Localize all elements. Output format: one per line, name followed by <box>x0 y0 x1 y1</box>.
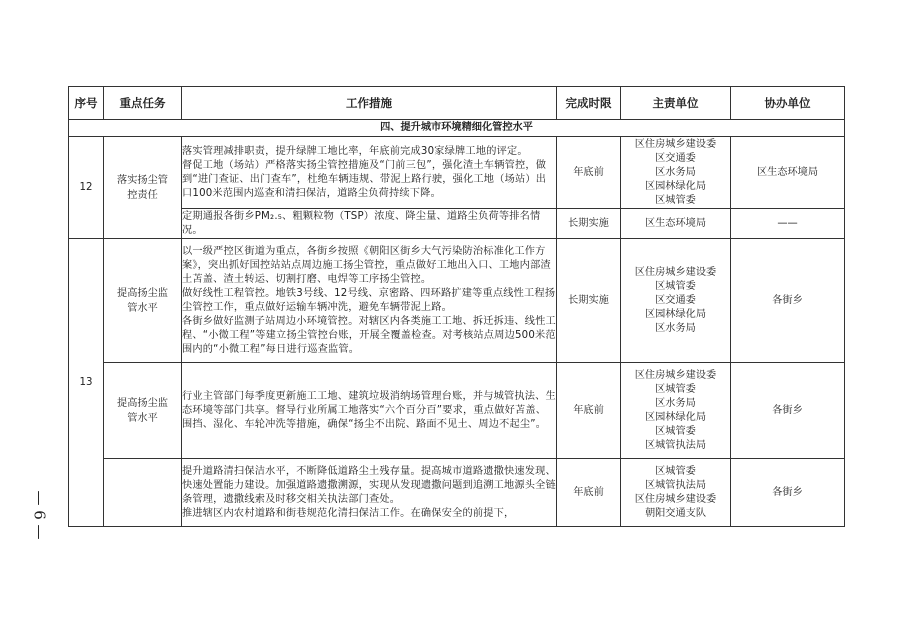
assist-unit-cell: 各街乡 <box>731 459 845 527</box>
header-seq: 序号 <box>69 87 104 120</box>
measure-text: 提升道路清扫保洁水平，不断降低道路尘土残存量。提高城市道路遗撒快速发现、快速处置能力建设。加强道路遗撒溯源，实现从发现遗撒问题到追溯工地源头全链条管理，遗撒线索及时移交相关执法部门查处。 <box>182 465 556 505</box>
deadline-cell: 年底前 <box>557 459 621 527</box>
page-number <box>30 475 50 555</box>
deadline-cell: 长期实施 <box>557 209 621 239</box>
header-assist-unit: 协办单位 <box>731 87 845 120</box>
measure-text: 定期通报各街乡PM₂.₅、粗颗粒物（TSP）浓度、降尘量、道路尘负荷等排名情况。 <box>182 210 541 236</box>
lead-unit: 区城管委 <box>655 465 696 477</box>
lead-unit-cell <box>621 363 731 459</box>
deadline-cell: 年底前 <box>557 137 621 209</box>
lead-unit: 区城管委 <box>655 383 696 395</box>
lead-unit: 区生态环境局 <box>644 217 707 229</box>
lead-unit: 区交通委 <box>655 294 696 306</box>
table-row <box>69 209 845 239</box>
lead-unit-cell <box>621 137 731 209</box>
header-deadline: 完成时限 <box>557 87 621 120</box>
task-cell <box>104 363 182 459</box>
header-measures: 工作措施 <box>182 87 557 120</box>
table-row <box>69 239 845 363</box>
task-text: 提高扬尘监管水平 <box>117 287 168 314</box>
task-table <box>68 86 845 527</box>
measure-text: 做好线性工程管控。地铁3号线、12号线、京密路、四环路扩建等重点线性工程扬尘管控工作，重点做好运输车辆冲洗，避免车辆带泥上路。 <box>182 287 556 313</box>
measure-text: 各街乡做好监测子站周边小环境管控。对辖区内各类施工工地、拆迁拆违、线性工程、“小微工程”等建立扬尘管控台账，开展全覆盖检查。对考核站点周边500米范围内的“小微工程”每日进行巡查监管。 <box>182 315 556 355</box>
seq-cell: 13 <box>69 239 104 527</box>
measures-cell <box>182 363 557 459</box>
assist-unit-cell: 区生态环境局 <box>731 137 845 209</box>
table-row <box>69 363 845 459</box>
table-row <box>69 137 845 209</box>
measures-cell <box>182 239 557 363</box>
lead-unit: 区住房城乡建设委 <box>634 493 717 505</box>
lead-unit: 朝阳交通支队 <box>644 507 707 519</box>
task-cell <box>104 459 182 527</box>
lead-unit: 区水务局 <box>655 397 696 409</box>
page-number-text: — 6 — <box>31 490 49 540</box>
measures-cell <box>182 459 557 527</box>
deadline-cell: 长期实施 <box>557 239 621 363</box>
deadline-cell: 年底前 <box>557 363 621 459</box>
assist-unit-cell: 各街乡 <box>731 363 845 459</box>
lead-unit: 区住房城乡建设委 <box>634 266 717 278</box>
measures-cell <box>182 209 557 239</box>
task-text: 提高扬尘监管水平 <box>117 397 168 424</box>
lead-unit: 区交通委 <box>655 152 696 164</box>
task-text: 落实扬尘管控责任 <box>117 174 168 201</box>
lead-unit: 区园林绿化局 <box>644 308 707 320</box>
task-cell <box>104 239 182 363</box>
measure-text: 推进辖区内农村道路和街巷规范化清扫保洁工作。在确保安全的前提下， <box>182 507 515 519</box>
lead-unit: 区住房城乡建设委 <box>634 138 717 150</box>
lead-unit: 区城管执法局 <box>644 479 707 491</box>
lead-unit: 区城管委 <box>655 425 696 437</box>
seq-cell: 12 <box>69 137 104 239</box>
measures-cell <box>182 137 557 209</box>
task-cell <box>104 137 182 239</box>
lead-unit: 区园林绿化局 <box>644 411 707 423</box>
lead-unit: 区水务局 <box>655 166 696 178</box>
lead-unit: 区城管委 <box>655 280 696 292</box>
measure-text: 督促工地（场站）严格落实扬尘管控措施及“门前三包”，强化渣土车辆管控，做到“进门查证、出门查车”，杜绝车辆违规、带泥上路行驶，强化工地（场站）出口100米范围内巡查和清扫保洁，道路尘负荷持续下降。 <box>182 159 547 199</box>
lead-unit: 区城管执法局 <box>644 439 707 451</box>
section-title: 四、提升城市环境精细化管控水平 <box>69 120 845 137</box>
assist-unit-cell: 各街乡 <box>731 239 845 363</box>
header-task: 重点任务 <box>104 87 182 120</box>
lead-unit: 区园林绿化局 <box>644 180 707 192</box>
header-lead-unit: 主责单位 <box>621 87 731 120</box>
lead-unit: 区水务局 <box>655 322 696 334</box>
measure-text: 落实管理减排职责，提升绿牌工地比率，年底前完成30家绿牌工地的评定。 <box>182 145 528 157</box>
assist-unit-cell: —— <box>731 209 845 239</box>
lead-unit: 区住房城乡建设委 <box>634 369 717 381</box>
table-header-row <box>69 87 845 120</box>
measure-text: 行业主管部门每季度更新施工工地、建筑垃圾消纳场管理台账，并与城管执法、生态环境等部门共享。督导行业所属工地落实“六个百分百”要求，重点做好苫盖、围挡、湿化、车轮冲洗等措施，确保“扬尘不出院、路面不见土、周边不起尘”。 <box>182 390 556 430</box>
lead-unit-cell <box>621 239 731 363</box>
lead-unit-cell <box>621 459 731 527</box>
lead-unit: 区城管委 <box>655 194 696 206</box>
lead-unit-cell <box>621 209 731 239</box>
section-row <box>69 120 845 137</box>
measure-text: 以一级严控区街道为重点，各街乡按照《朝阳区街乡大气污染防治标准化工作方案》，突出抓好国控站站点周边施工扬尘管控，重点做好工地出入口、工地内部渣土苫盖、渣土转运、切割打磨、电焊等工序扬尘管控。 <box>182 245 551 285</box>
table-row <box>69 459 845 527</box>
